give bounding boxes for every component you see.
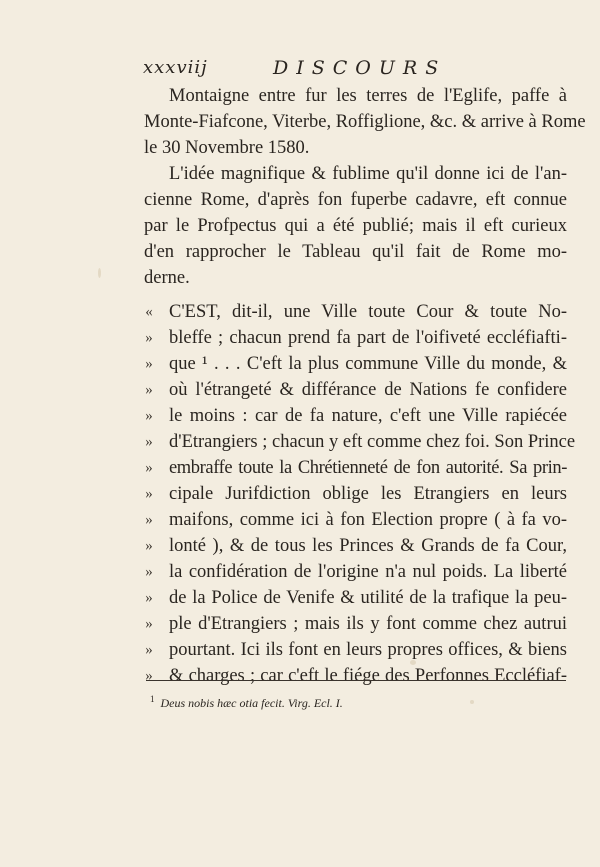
line-text: Montaigne entre fur les terres de l'Eglife, paffe à xyxy=(169,86,567,106)
quote-mark: » xyxy=(145,564,153,580)
footnote-rule xyxy=(146,680,566,681)
line-text: derne. xyxy=(144,268,190,288)
quote-mark: » xyxy=(145,642,153,658)
line-text: où l'étrangeté & différance de Nations fe confidere xyxy=(169,380,567,400)
line-text: d'Etrangiers ; chacun y eft comme chez foi. Son Prince xyxy=(169,432,576,452)
line-text: de la Police de Venife & utilité de la trafique la peu- xyxy=(169,588,567,608)
running-head xyxy=(143,57,445,83)
line-text: que ¹ . . . C'eft la plus commune Ville du monde, & xyxy=(169,354,567,374)
line-text: ple d'Etrangiers ; mais ils y font comme chez autrui xyxy=(169,614,567,634)
paper-spot xyxy=(410,660,416,665)
line-text: maifons, comme ici à fon Election propre ( à fa vo- xyxy=(169,510,567,530)
quote-mark: » xyxy=(145,408,153,424)
quote-mark: » xyxy=(145,512,153,528)
line-text: pourtant. Ici ils font en leurs propres offices, & biens xyxy=(169,640,567,660)
quote-mark: » xyxy=(145,434,153,450)
quote-mark: » xyxy=(145,590,153,606)
paper-spot xyxy=(470,700,474,704)
line-text: lonté ), & de tous les Princes & Grands de fa Cour, xyxy=(169,536,567,556)
quote-mark: » xyxy=(145,382,153,398)
line-text: Monte-Fiafcone, Viterbe, Roffiglione, &c. & arrive à Rome xyxy=(144,112,586,132)
line-text: d'en rapprocher le Tableau qu'il fait de Rome mo- xyxy=(144,242,567,262)
footnote-text: Deus nobis hæc otia fecit. Virg. Ecl. I. xyxy=(160,696,343,710)
quote-mark: « xyxy=(145,304,153,320)
quote-mark: » xyxy=(145,356,153,372)
line-text: & charges ; car c'eft le fiége des Perfonnes Eccléfiaf- xyxy=(169,666,567,686)
footnote xyxy=(150,694,343,711)
line-text: le moins : car de fa nature, c'eft une Ville rapiécée xyxy=(169,406,567,426)
line-text: cipale Jurifdiction oblige les Etrangiers en leurs xyxy=(169,484,567,504)
line-text: bleffe ; chacun prend fa part de l'oifiveté eccléfiafti- xyxy=(169,328,567,348)
line-text: C'EST, dit-il, une Ville toute Cour & toute No- xyxy=(169,302,567,322)
line-text: par le Profpectus qui a été publié; mais il eft curieux xyxy=(144,216,567,236)
quote-mark: » xyxy=(145,668,153,684)
page-title: DISCOURS xyxy=(273,57,447,79)
quote-mark: » xyxy=(145,538,153,554)
line-text: cienne Rome, d'après fon fuperbe cadavre, eft connue xyxy=(144,190,567,210)
line-text: le 30 Novembre 1580. xyxy=(144,138,310,158)
line-text: embraffe toute la Chrétienneté de fon autorité. Sa prin- xyxy=(169,458,567,478)
quote-mark: » xyxy=(145,486,153,502)
footnote-mark: 1 xyxy=(150,694,155,704)
quote-mark: » xyxy=(145,616,153,632)
paper-spot xyxy=(98,268,101,278)
line-text: L'idée magnifique & fublime qu'il donne ici de l'an- xyxy=(169,164,567,184)
page-folio: xxxviij xyxy=(143,57,208,78)
line-text: la confidération de l'origine n'a nul poids. La liberté xyxy=(169,562,567,582)
quote-mark: » xyxy=(145,460,153,476)
quote-mark: » xyxy=(145,330,153,346)
